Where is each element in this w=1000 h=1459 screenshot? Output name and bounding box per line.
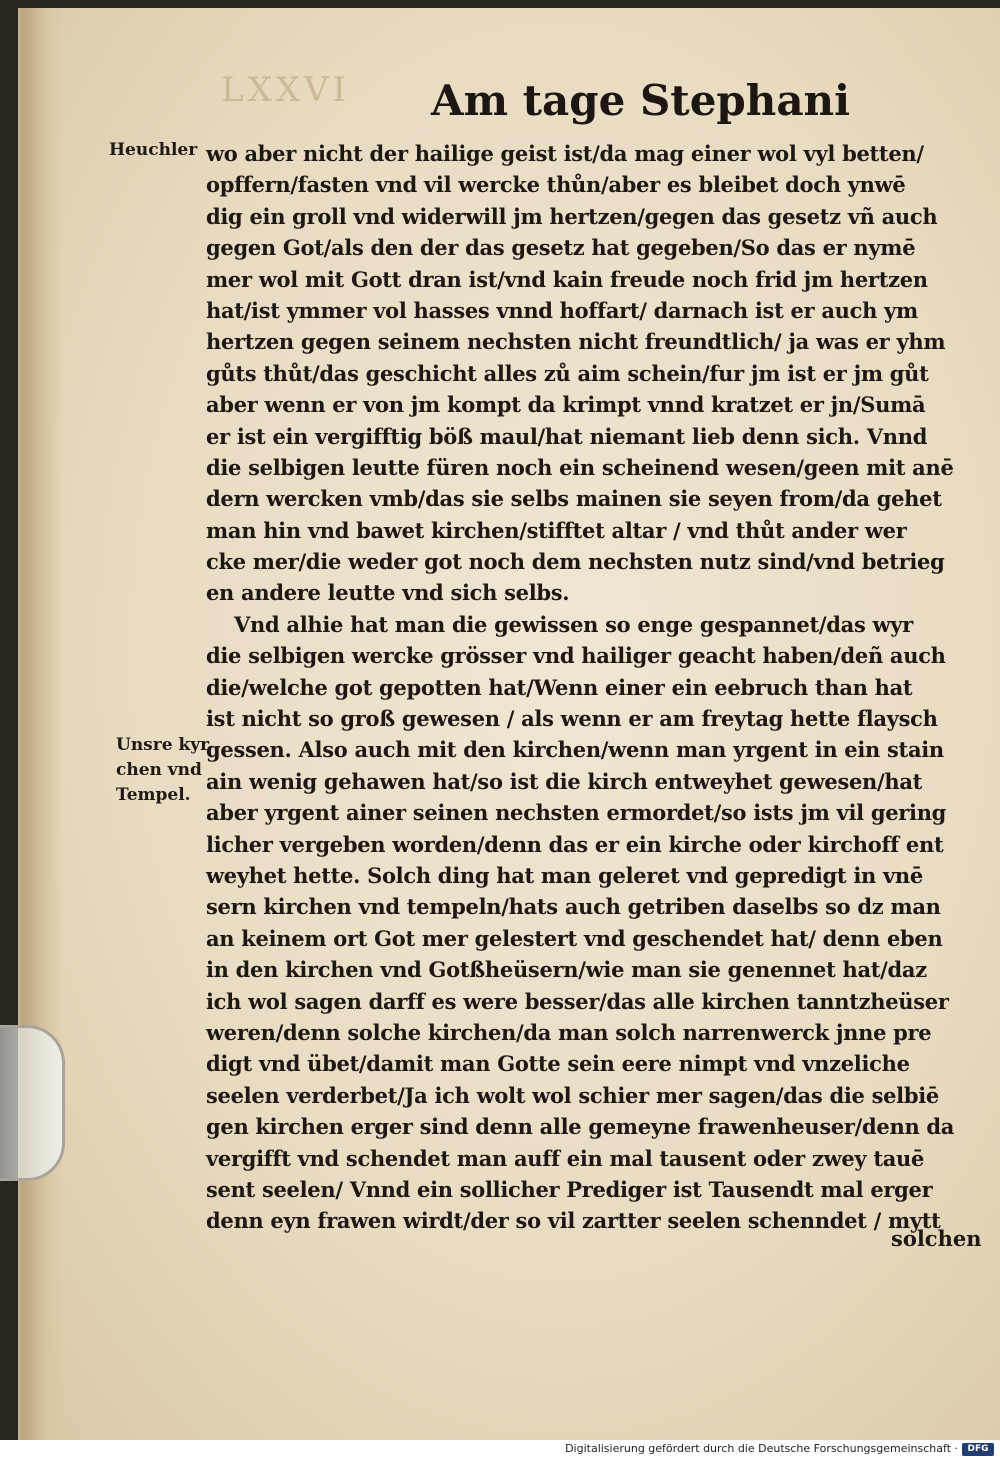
text-line: an keinem ort Got mer gelestert vnd geschendet hat/ denn eben [206,925,943,951]
text-line: in den kirchen vnd Gotßheüsern/wie man sie genennet hat/daz [206,957,927,983]
text-line: aber wenn er von jm kompt da krimpt vnnd kratzet er jn/Sumā [206,392,926,418]
text-line: sern kirchen vnd tempeln/hats auch getriben daselbs so dz man [206,894,941,920]
catchword: solchen [891,1226,982,1251]
text-line: Vnd alhie hat man die gewissen so enge gespannet/das wyr [206,611,913,637]
text-line: gessen. Also auch mit den kirchen/wenn man yrgent in ein stain [206,737,944,763]
text-line: hat/ist ymmer vol hasses vnnd hoffart/ darnach ist er auch ym [206,297,918,323]
text-line: en andere leutte vnd sich selbs. [206,580,570,606]
text-line: ich wol sagen darff es were besser/das alle kirchen tanntzheüser [206,988,949,1014]
text-line: die selbigen wercke grösser vnd hailiger geacht haben/deñ auch [206,643,946,669]
text-line: sent seelen/ Vnnd ein sollicher Prediger ist Tausendt mal erger [206,1176,933,1202]
footer-bar [0,1440,1000,1459]
marginal-note-line: Unsre kyr [116,735,210,755]
text-line: er ist ein vergifftig böß maul/hat niemant lieb denn sich. Vnnd [206,423,928,449]
text-line: weyhet hette. Solch ding hat man geleret vnd gepredigt in vnē [206,862,923,888]
text-line: opffern/fasten vnd vil wercke thůn/aber es bleibet doch ynwē [206,172,906,198]
marginal-note-heuchler: Heuchler [109,140,198,160]
main-text-block [206,138,986,1237]
text-line: man hin vnd bawet kirchen/stifftet altar / vnd thůt ander wer [206,517,907,543]
text-line: weren/denn solche kirchen/da man solch narrenwerck jnne pre [206,1019,932,1045]
text-line: cke mer/die weder got noch dem nechsten nutz sind/vnd betrieg [206,549,945,575]
text-line: licher vergeben worden/denn das er ein kirche oder kirchoff ent [206,831,944,857]
text-line: denn eyn frawen wirdt/der so vil zartter seelen schenndet / mytt [206,1208,941,1234]
text-line: ist nicht so groß gewesen / als wenn er am freytag hette flaysch [206,706,938,732]
text-line: ain wenig gehawen hat/so ist die kirch entweyhet gewesen/hat [206,768,923,794]
page-gutter [21,8,63,1440]
book-page [18,8,1000,1440]
text-line: wo aber nicht der hailige geist ist/da mag einer wol vyl betten/ [206,141,924,166]
text-line: die/welche got gepotten hat/Wenn einer ein eebruch than hat [206,674,913,700]
text-line: dern wercken vmb/das sie selbs mainen sie seyen from/da gehet [206,486,942,512]
text-line: vergifft vnd schendet man auff ein mal tausent oder zwey tauē [206,1145,925,1171]
text-line: mer wol mit Gott dran ist/vnd kain freude noch frid jm hertzen [206,266,928,292]
text-line: hertzen gegen seinem nechsten nicht freundtlich/ ja was er yhm [206,329,946,355]
page-clip [0,1025,65,1181]
text-line: digt vnd übet/damit man Gotte sein eere nimpt vnd vnzeliche [206,1051,910,1077]
text-line: gen kirchen erger sind denn alle gemeyne frawenheuser/denn da [206,1114,955,1140]
text-line: die selbigen leutte füren noch ein scheinend wesen/geen mit anē [206,454,954,480]
running-head: Am tage Stephani [431,76,851,125]
marginal-note-line: Tempel. [116,785,191,805]
folio-number: LXXVI [221,70,350,110]
text-line: gegen Got/als den der das gesetz hat gegeben/So das er nymē [206,235,916,261]
text-line: dig ein groll vnd widerwill jm hertzen/gegen das gesetz vñ auch [206,203,938,229]
dfg-logo: DFG [962,1443,994,1456]
text-line: aber yrgent ainer seinen nechsten ermordet/so ists jm vil gering [206,800,947,826]
marginal-note-kirchen [116,733,209,808]
funding-credit: Digitalisierung gefördert durch die Deutsche Forschungsgemeinschaft · [565,1442,958,1455]
text-line: seelen verderbet/Ja ich wolt wol schier mer sagen/das die selbiē [206,1082,939,1108]
text-line: gůts thůt/das geschicht alles zů aim schein/fur jm ist er jm gůt [206,360,929,386]
marginal-note-line: chen vnd [116,760,202,780]
